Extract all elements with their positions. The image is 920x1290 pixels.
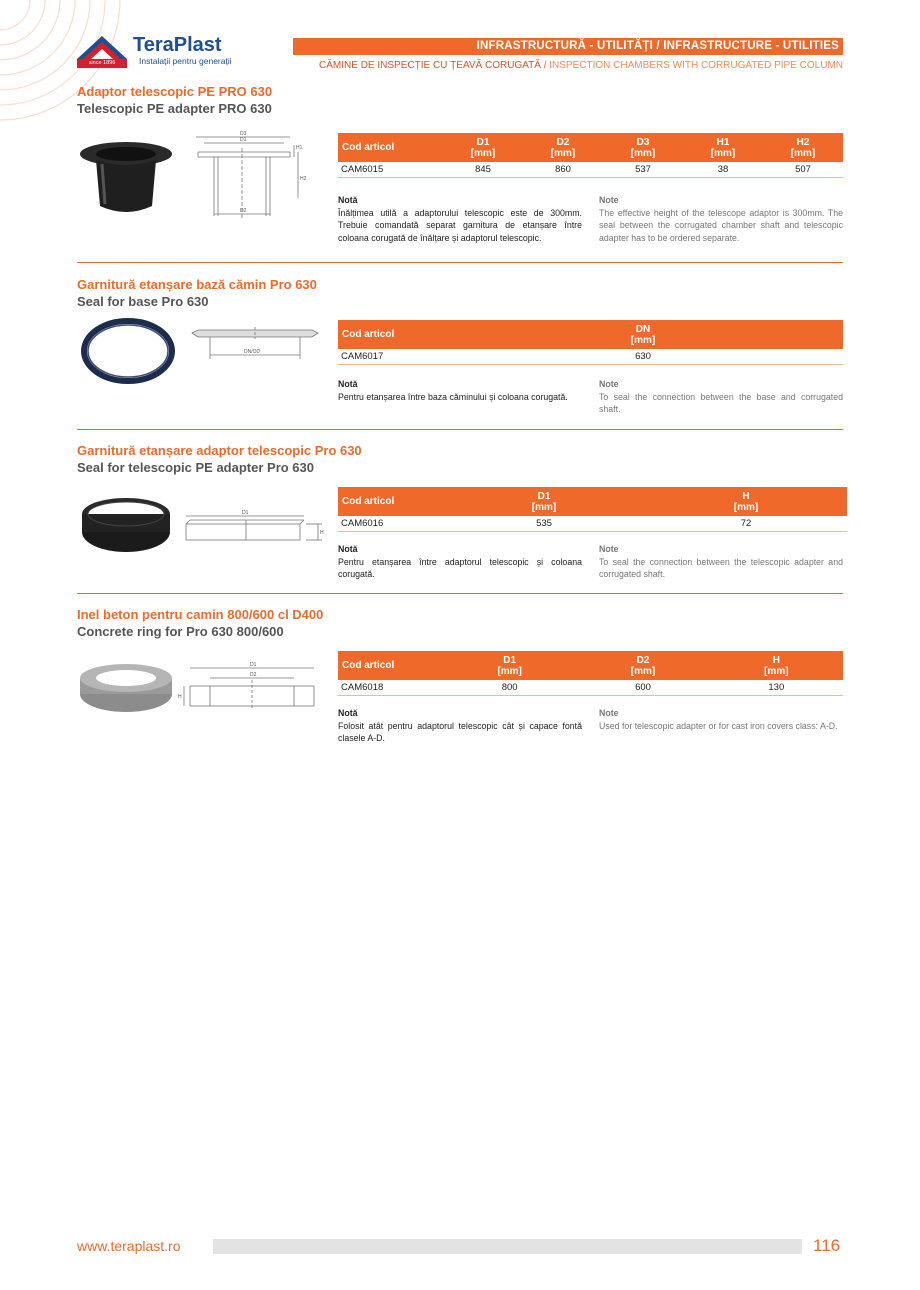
- col-header: H [mm]: [645, 487, 847, 516]
- note-label-ro: Notă: [338, 544, 358, 554]
- table-cell: 630: [443, 349, 843, 364]
- spec-table: [338, 133, 843, 178]
- col-header: Cod articol: [338, 487, 443, 516]
- note-en: [599, 378, 843, 416]
- table-cell: CAM6018: [338, 680, 443, 695]
- note-label-en: Note: [599, 195, 619, 205]
- dim-label-d3: D3: [240, 131, 247, 137]
- table-cell: 130: [710, 680, 843, 695]
- note-label-en: Note: [599, 379, 619, 389]
- note-label-ro: Notă: [338, 708, 358, 718]
- product-section-telescopic-adapter: [77, 84, 843, 116]
- logo-house-icon: [77, 34, 127, 59]
- product-title-en: Seal for telescopic PE adapter Pro 630: [77, 460, 314, 475]
- note-ro: [338, 194, 582, 244]
- note-text-ro: Folosit atât pentru adaptorul telescopic cât și capace fontă clasele A-D.: [338, 720, 582, 743]
- product-title-en: Seal for base Pro 630: [77, 294, 209, 309]
- logo-tagline: Instalații pentru generații: [139, 56, 232, 66]
- col-header: D1 [mm]: [443, 133, 523, 162]
- dim-label-dn: DN/OD: [244, 349, 261, 355]
- table-header-row: [338, 320, 843, 349]
- table-cell: 72: [645, 516, 847, 531]
- product-section-adapter-seal: [77, 443, 843, 475]
- concrete-ring-photo: [76, 660, 176, 716]
- note-ro: [338, 707, 582, 745]
- dim-label-h2: H2: [300, 176, 307, 182]
- table-row: [338, 162, 843, 177]
- table-row: [338, 680, 843, 695]
- note-en: [599, 707, 843, 732]
- note-text-ro: Înălțimea utilă a adaptorului telescopic este de 300mm. Trebuie comandată separat garnitura de etanșare între coloana corugată de înălțare și adaptorul telescopic.: [338, 207, 582, 243]
- table-cell: CAM6015: [338, 162, 443, 177]
- note-en: [599, 194, 843, 244]
- col-header: Cod articol: [338, 651, 443, 680]
- note-en: [599, 543, 843, 581]
- product-title-ro: Garnitură etanșare adaptor telescopic Pro 630: [77, 443, 362, 458]
- spec-table: [338, 487, 847, 532]
- note-ro: [338, 378, 582, 403]
- table-cell: 38: [683, 162, 763, 177]
- table-cell: 535: [443, 516, 645, 531]
- table-row: [338, 349, 843, 364]
- table-cell: 800: [443, 680, 576, 695]
- subtitle-ro: CĂMINE DE INSPECȚIE CU ȚEAVĂ CORUGATĂ: [319, 60, 541, 71]
- decorative-rings: [0, 0, 140, 140]
- table-cell: 600: [576, 680, 709, 695]
- footer-bar: [213, 1239, 802, 1254]
- product-section-base-seal: [77, 277, 843, 309]
- table-header-row: [338, 487, 847, 516]
- section-divider: [77, 593, 843, 594]
- col-header: D3 [mm]: [603, 133, 683, 162]
- product-section-concrete-ring: [77, 607, 843, 639]
- dim-label-h: H: [320, 530, 324, 536]
- dim-label-d1: D1: [242, 510, 249, 516]
- category-header: INFRASTRUCTURĂ - UTILITĂȚI / INFRASTRUCTURE - UTILITIES: [293, 38, 843, 55]
- col-header: H1 [mm]: [683, 133, 763, 162]
- footer-url-link[interactable]: www.teraplast.ro: [77, 1238, 181, 1254]
- note-label-ro: Notă: [338, 379, 358, 389]
- col-header: Cod articol: [338, 320, 443, 349]
- telescopic-adapter-drawing: [190, 128, 310, 223]
- table-cell: 537: [603, 162, 683, 177]
- col-header: D2 [mm]: [576, 651, 709, 680]
- table-cell: 507: [763, 162, 843, 177]
- adapter-seal-drawing: [182, 506, 328, 544]
- col-header: D1 [mm]: [443, 651, 576, 680]
- table-header-row: [338, 133, 843, 162]
- col-header: DN [mm]: [443, 320, 843, 349]
- dim-label-h1: H1: [296, 145, 303, 151]
- product-title-ro: Adaptor telescopic PE PRO 630: [77, 84, 273, 99]
- category-subtitle: [319, 60, 843, 71]
- dim-label-d1: D1: [240, 137, 247, 143]
- base-seal-drawing: [188, 325, 322, 365]
- table-header-row: [338, 651, 843, 680]
- note-label-en: Note: [599, 708, 619, 718]
- col-header: D2 [mm]: [523, 133, 603, 162]
- page-number: 116: [813, 1236, 841, 1255]
- note-text-en: To seal the connection between the telescopic adapter and corrugated shaft.: [599, 556, 843, 579]
- note-text-en: Used for telescopic adapter or for cast iron covers class: A-D.: [599, 720, 838, 731]
- subtitle-separator: /: [540, 60, 550, 71]
- dim-label-d1: D1: [250, 662, 257, 668]
- teraplast-logo: [77, 34, 247, 70]
- section-divider: [77, 262, 843, 263]
- note-text-en: To seal the connection between the base and corrugated shaft.: [599, 391, 843, 414]
- subtitle-en: INSPECTION CHAMBERS WITH CORRUGATED PIPE COLUMN: [549, 60, 843, 71]
- note-text-ro: Pentru etanșarea între baza căminului și coloana corugată.: [338, 391, 568, 402]
- spec-table: [338, 320, 843, 365]
- col-header: Cod articol: [338, 133, 443, 162]
- dim-label-d2: D2: [250, 672, 257, 678]
- col-header: H2 [mm]: [763, 133, 843, 162]
- table-cell: CAM6017: [338, 349, 443, 364]
- product-title-en: Telescopic PE adapter PRO 630: [77, 101, 272, 116]
- note-ro: [338, 543, 582, 581]
- telescopic-adapter-photo: [78, 140, 174, 216]
- product-title-ro: Inel beton pentru camin 800/600 cl D400: [77, 607, 324, 622]
- table-cell: CAM6016: [338, 516, 443, 531]
- logo-name: TeraPlast: [133, 34, 222, 56]
- base-seal-photo: [80, 318, 176, 384]
- note-label-ro: Notă: [338, 195, 358, 205]
- col-header: H [mm]: [710, 651, 843, 680]
- spec-table: [338, 651, 843, 696]
- note-text-en: The effective height of the telescope adaptor is 300mm. The seal between the corrugated chamber shaft and telescopic adapter has to be ordered separate.: [599, 207, 843, 243]
- product-title-en: Concrete ring for Pro 630 800/600: [77, 624, 284, 639]
- table-row: [338, 516, 847, 531]
- note-text-ro: Pentru etanșarea între adaptorul telescopic și coloana corugată.: [338, 556, 582, 579]
- section-divider: [77, 429, 843, 430]
- table-cell: 845: [443, 162, 523, 177]
- note-label-en: Note: [599, 544, 619, 554]
- table-cell: 860: [523, 162, 603, 177]
- adapter-seal-photo: [78, 494, 174, 556]
- dim-label-d2: D2: [240, 208, 247, 214]
- logo-since: since 1896: [77, 59, 127, 68]
- dim-label-h: H: [178, 694, 182, 700]
- col-header: D1 [mm]: [443, 487, 645, 516]
- concrete-ring-drawing: [176, 660, 318, 712]
- product-title-ro: Garnitură etanșare bază cămin Pro 630: [77, 277, 317, 292]
